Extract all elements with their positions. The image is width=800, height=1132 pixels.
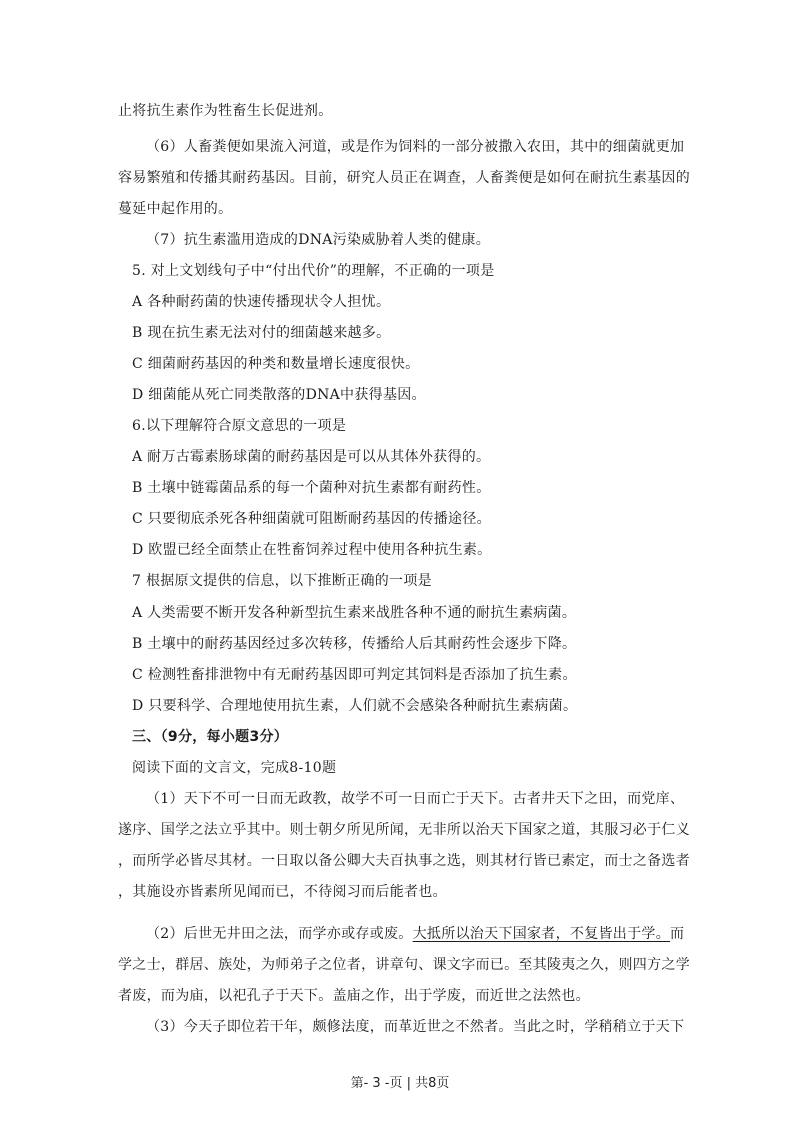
text-line: 止将抗生素作为牲畜生长促进剂。 (118, 103, 333, 119)
instruction-line: 阅读下面的文言文，完成8-10题 (132, 760, 337, 776)
option-a: A 人类需要不断开发各种新型抗生素来战胜各种不通的耐抗生素病菌。 (132, 605, 577, 621)
text-line: （3）今天子即位若干年，颇修法度，而革近世之不然者。当此之时，学稍稍立于天下 (146, 1019, 685, 1035)
text-line: 者废，而为庙，以祀孔子于天下。盖庙之作，出于学废，而近世之法然也。 (118, 988, 590, 1004)
option-a: A 各种耐药菌的快速传播现状令人担忧。 (132, 294, 391, 310)
question-6-stem: 6.以下理解符合原文意思的一项是 (132, 418, 347, 434)
option-d: D 欧盟已经全面禁止在牲畜饲养过程中使用各种抗生素。 (132, 542, 492, 558)
text-line: （6）人畜粪便如果流入河道，或是作为饲料的一部分被撒入农田，其中的细菌就更加 (146, 139, 685, 155)
option-a: A 耐万古霉素肠球菌的耐药基因是可以从其体外获得的。 (132, 449, 491, 465)
option-b: B 土壤中链霉菌品系的每一个菌种对抗生素都有耐药性。 (132, 480, 491, 496)
question-7-stem: 7 根据原文提供的信息，以下推断正确的一项是 (132, 573, 432, 589)
option-d: D 只要科学、合理地使用抗生素，人们就不会感染各种耐抗生素病菌。 (132, 698, 578, 714)
text-segment: （2）后世无井田之法，而学亦或存或废。 (146, 926, 413, 942)
option-c: C 只要彻底杀死各种细菌就可阻断耐药基因的传播途径。 (132, 511, 491, 527)
text-line (146, 924, 684, 944)
underlined-sentence: 大抵所以治天下国家者，不复皆出于学。 (412, 926, 671, 942)
option-d: D 细菌能从死亡同类散落的DNA中获得基因。 (132, 387, 426, 403)
text-line: ，其施设亦皆素所见闻而已，不待阅习而后能者也。 (118, 884, 447, 900)
text-line: （7）抗生素滥用造成的DNA污染威胁着人类的健康。 (146, 232, 490, 248)
text-line: 蔓延中起作用的。 (118, 201, 233, 217)
text-line: 容易繁殖和传播其耐药基因。目前，研究人员正在调查，人畜粪便是如何在耐抗生素基因的 (118, 170, 690, 186)
option-b: B 土壤中的耐药基因经过多次转移，传播给人后其耐药性会逐步下降。 (132, 636, 577, 652)
text-line: 学之士，群居、族处，为师弟子之位者，讲章句、课文字而已。至其陵夷之久，则四方之学 (118, 957, 690, 973)
section-heading: 三、（9分，每小题3分） (132, 729, 289, 745)
option-c: C 检测牲畜排泄物中有无耐药基因即可判定其饲料是否添加了抗生素。 (132, 667, 577, 683)
text-line: ，而所学必皆尽其材。一日取以备公卿大夫百执事之选，则其材行皆已素定，而士之备选者 (118, 853, 690, 869)
option-c: C 细菌耐药基因的种类和数量增长速度很快。 (132, 356, 420, 372)
text-line: （1）天下不可一日而无政教，故学不可一日而亡于天下。古者井天下之田，而党庠、 (146, 791, 685, 807)
page-footer: 第- 3 -页 | 共8页 (350, 1076, 450, 1091)
question-5-stem: 5. 对上文划线句子中“付出代价”的理解，不正确的一项是 (132, 263, 495, 279)
text-segment: 而 (670, 926, 685, 942)
option-b: B 现在抗生素无法对付的细菌越来越多。 (132, 325, 391, 341)
text-line: 遂序、国学之法立乎其中。则士朝夕所见所闻，无非所以治天下国家之道，其服习必于仁义 (118, 822, 690, 838)
